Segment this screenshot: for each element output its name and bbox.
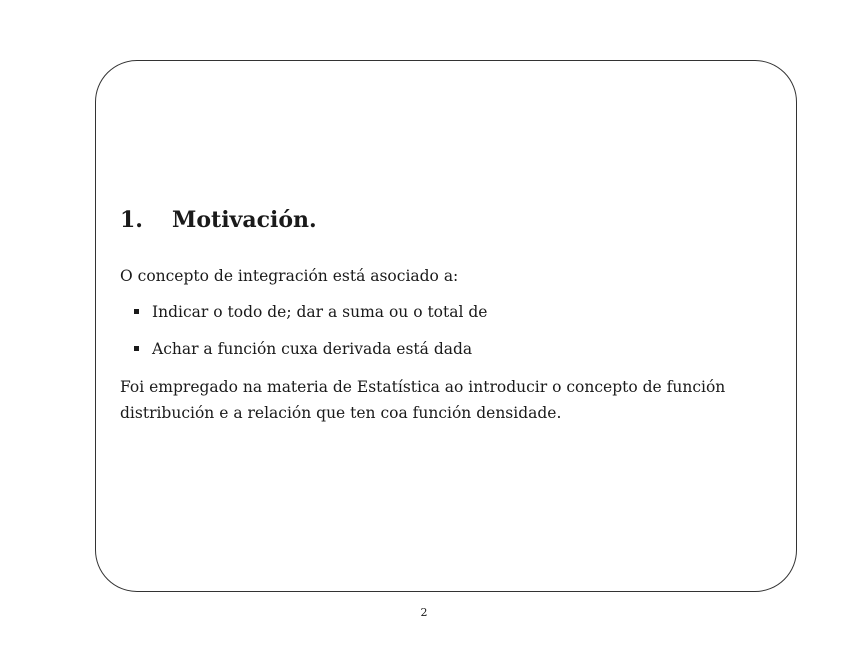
- list-item: [134, 337, 487, 361]
- list-item-text: Achar a función cuxa derivada está dada: [152, 340, 473, 358]
- page-number: 2: [420, 606, 428, 619]
- bullet-square-icon: [134, 309, 139, 314]
- bullet-square-icon: [134, 346, 139, 351]
- list-item-text: Indicar o todo de; dar a suma ou o total de: [152, 303, 488, 321]
- body-paragraph: Foi empregado na materia de Estatística ao introducir o concepto de función distribución e a relación que ten coa función densidade.: [120, 378, 726, 422]
- intro-text: O concepto de integración está asociado a:: [120, 267, 459, 285]
- section-number: 1.: [120, 207, 143, 233]
- list-item: [134, 300, 487, 324]
- bullet-list: [134, 300, 487, 374]
- section-heading: [120, 205, 317, 235]
- section-title: Motivación.: [172, 207, 317, 233]
